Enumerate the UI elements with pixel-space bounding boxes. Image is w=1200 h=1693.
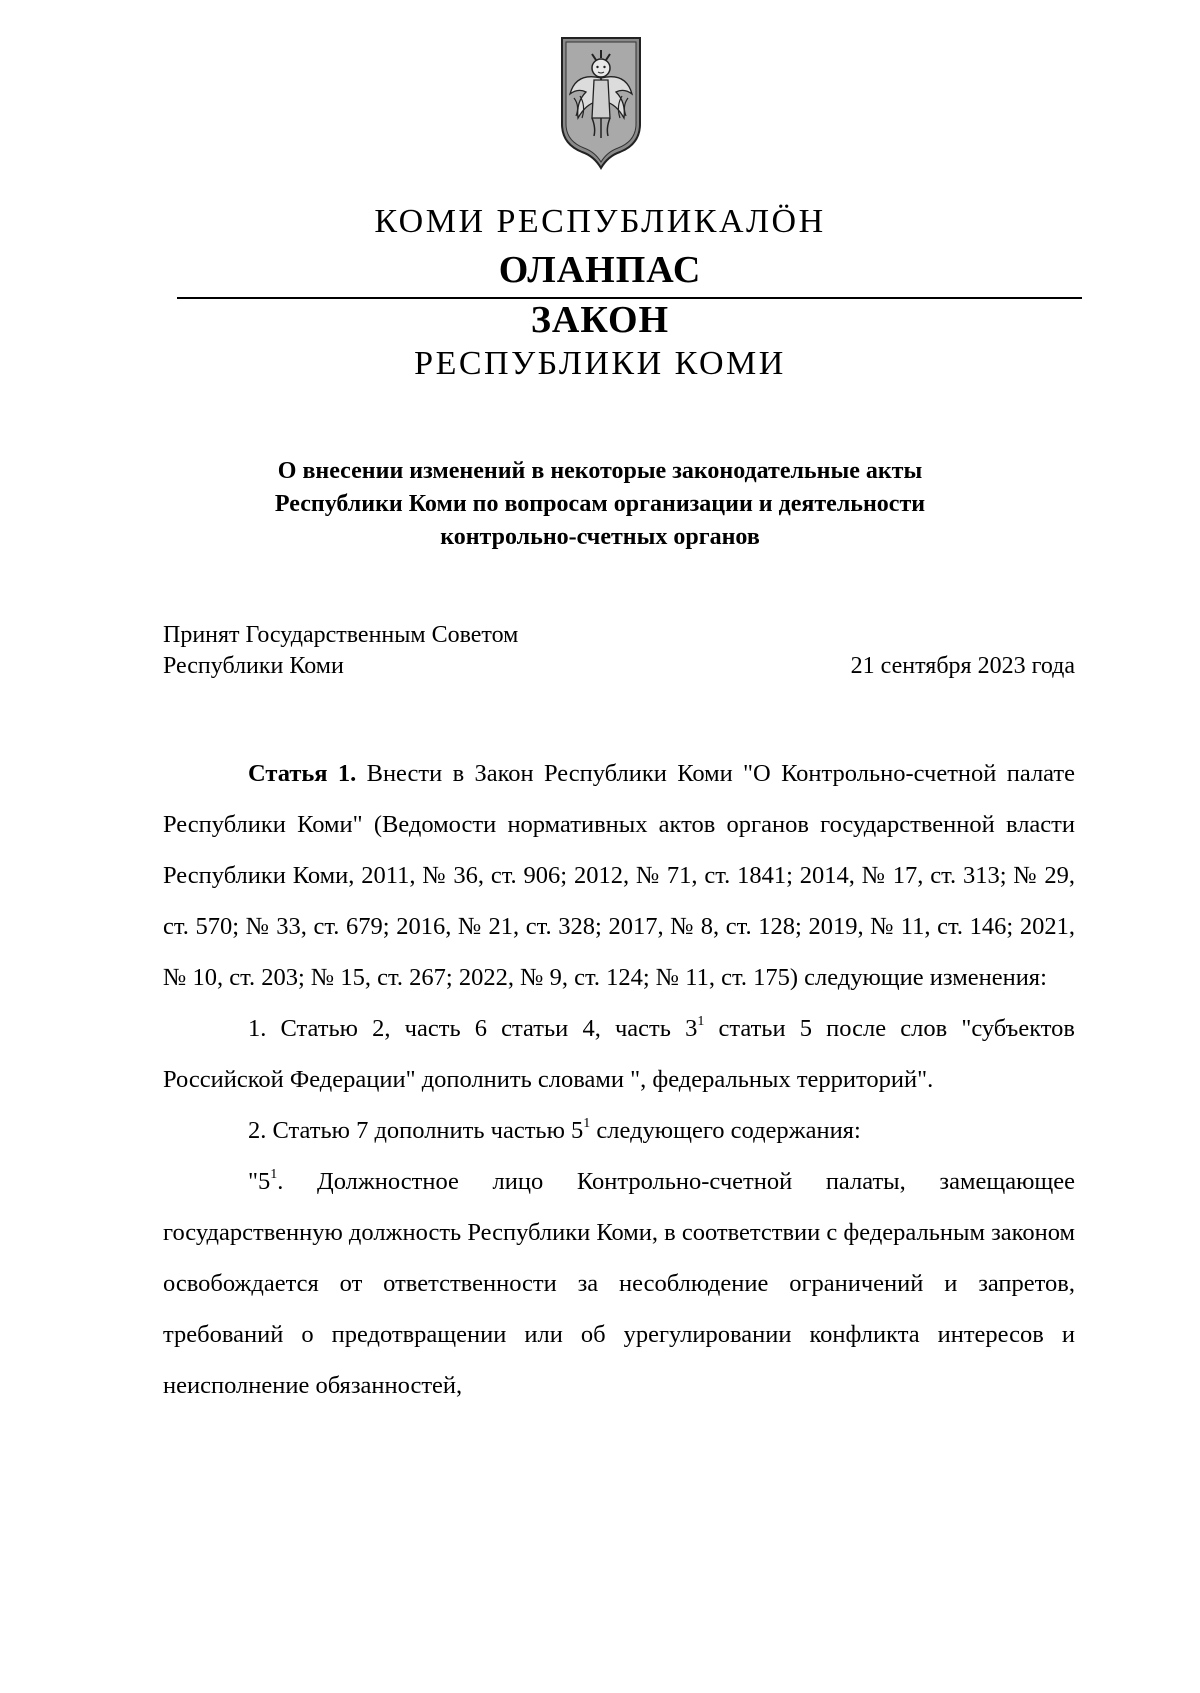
header-line-olanpas: ОЛАНПАС xyxy=(498,249,702,291)
item-1-text-a: 1. Статью 2, часть 6 статьи 4, часть 3 xyxy=(248,1015,698,1042)
item-1-superscript: 1 xyxy=(697,1013,705,1029)
law-title-line: Республики Коми по вопросам организации и деятельности xyxy=(274,491,926,517)
law-title-line: контрольно-счетных органов xyxy=(440,524,760,550)
quoted-part-text-b: . Должностное лицо Контрольно-счетной палаты, замещающее государственную должность Республики Коми, в соответствии с федеральным законом освобождается от ответственности за несоблюдение ограничений и запретов, требований о предотвращении или об урегулировании конфликта интересов и неисполнение обязанностей, xyxy=(163,1168,1075,1399)
item-1-paragraph xyxy=(163,1003,1075,1105)
article-1-text: Внести в Закон Республики Коми "О Контрольно-счетной палате Республики Коми" (Ведомости нормативных актов органов государственной власти Республики Коми, 2011, № 36, ст. 906; 2012, № 71, ст. 1841; 2014, № 17, ст. 313; № 29, ст. 570; № 33, ст. 679; 2016, № 21, ст. 328; 2017, № 8, ст. 128; 2019, № 11, ст. 146; 2021, № 10, ст. 203; № 15, ст. 267; 2022, № 9, ст. 124; № 11, ст. 175) следующие изменения: xyxy=(163,760,1075,991)
law-body xyxy=(163,748,1075,1411)
article-1-paragraph xyxy=(163,748,1075,1003)
header-line-republic-komi: РЕСПУБЛИКИ КОМИ xyxy=(414,345,786,382)
quoted-part-paragraph xyxy=(163,1156,1075,1411)
item-1-text-b: статьи 5 после слов "субъектов Российской Федерации" дополнить словами ", федеральных территорий". xyxy=(163,1015,1075,1093)
article-1-label: Статья 1. xyxy=(248,760,357,787)
adoption-date: 21 сентября 2023 года xyxy=(850,653,1075,679)
item-2-text-b: следующего содержания: xyxy=(590,1117,861,1144)
adoption-line: Принят Государственным Советом xyxy=(163,622,519,648)
header-line-komi-republic: КОМИ РЕСПУБЛИКАЛӦН xyxy=(374,203,826,240)
quoted-part-superscript: 1 xyxy=(270,1166,278,1182)
komi-coat-of-arms-icon xyxy=(556,32,646,172)
law-title-line: О внесении изменений в некоторые законодательные акты xyxy=(277,458,923,484)
adoption-line: Республики Коми xyxy=(163,653,344,679)
header-line-zakon: ЗАКОН xyxy=(530,299,670,341)
item-2-text-a: 2. Статью 7 дополнить частью 5 xyxy=(248,1117,584,1144)
item-2-superscript: 1 xyxy=(583,1115,591,1131)
adoption-body xyxy=(163,620,518,682)
quoted-part-text-a: "5 xyxy=(248,1168,271,1195)
item-2-paragraph xyxy=(163,1105,1075,1156)
law-title xyxy=(150,455,1050,554)
